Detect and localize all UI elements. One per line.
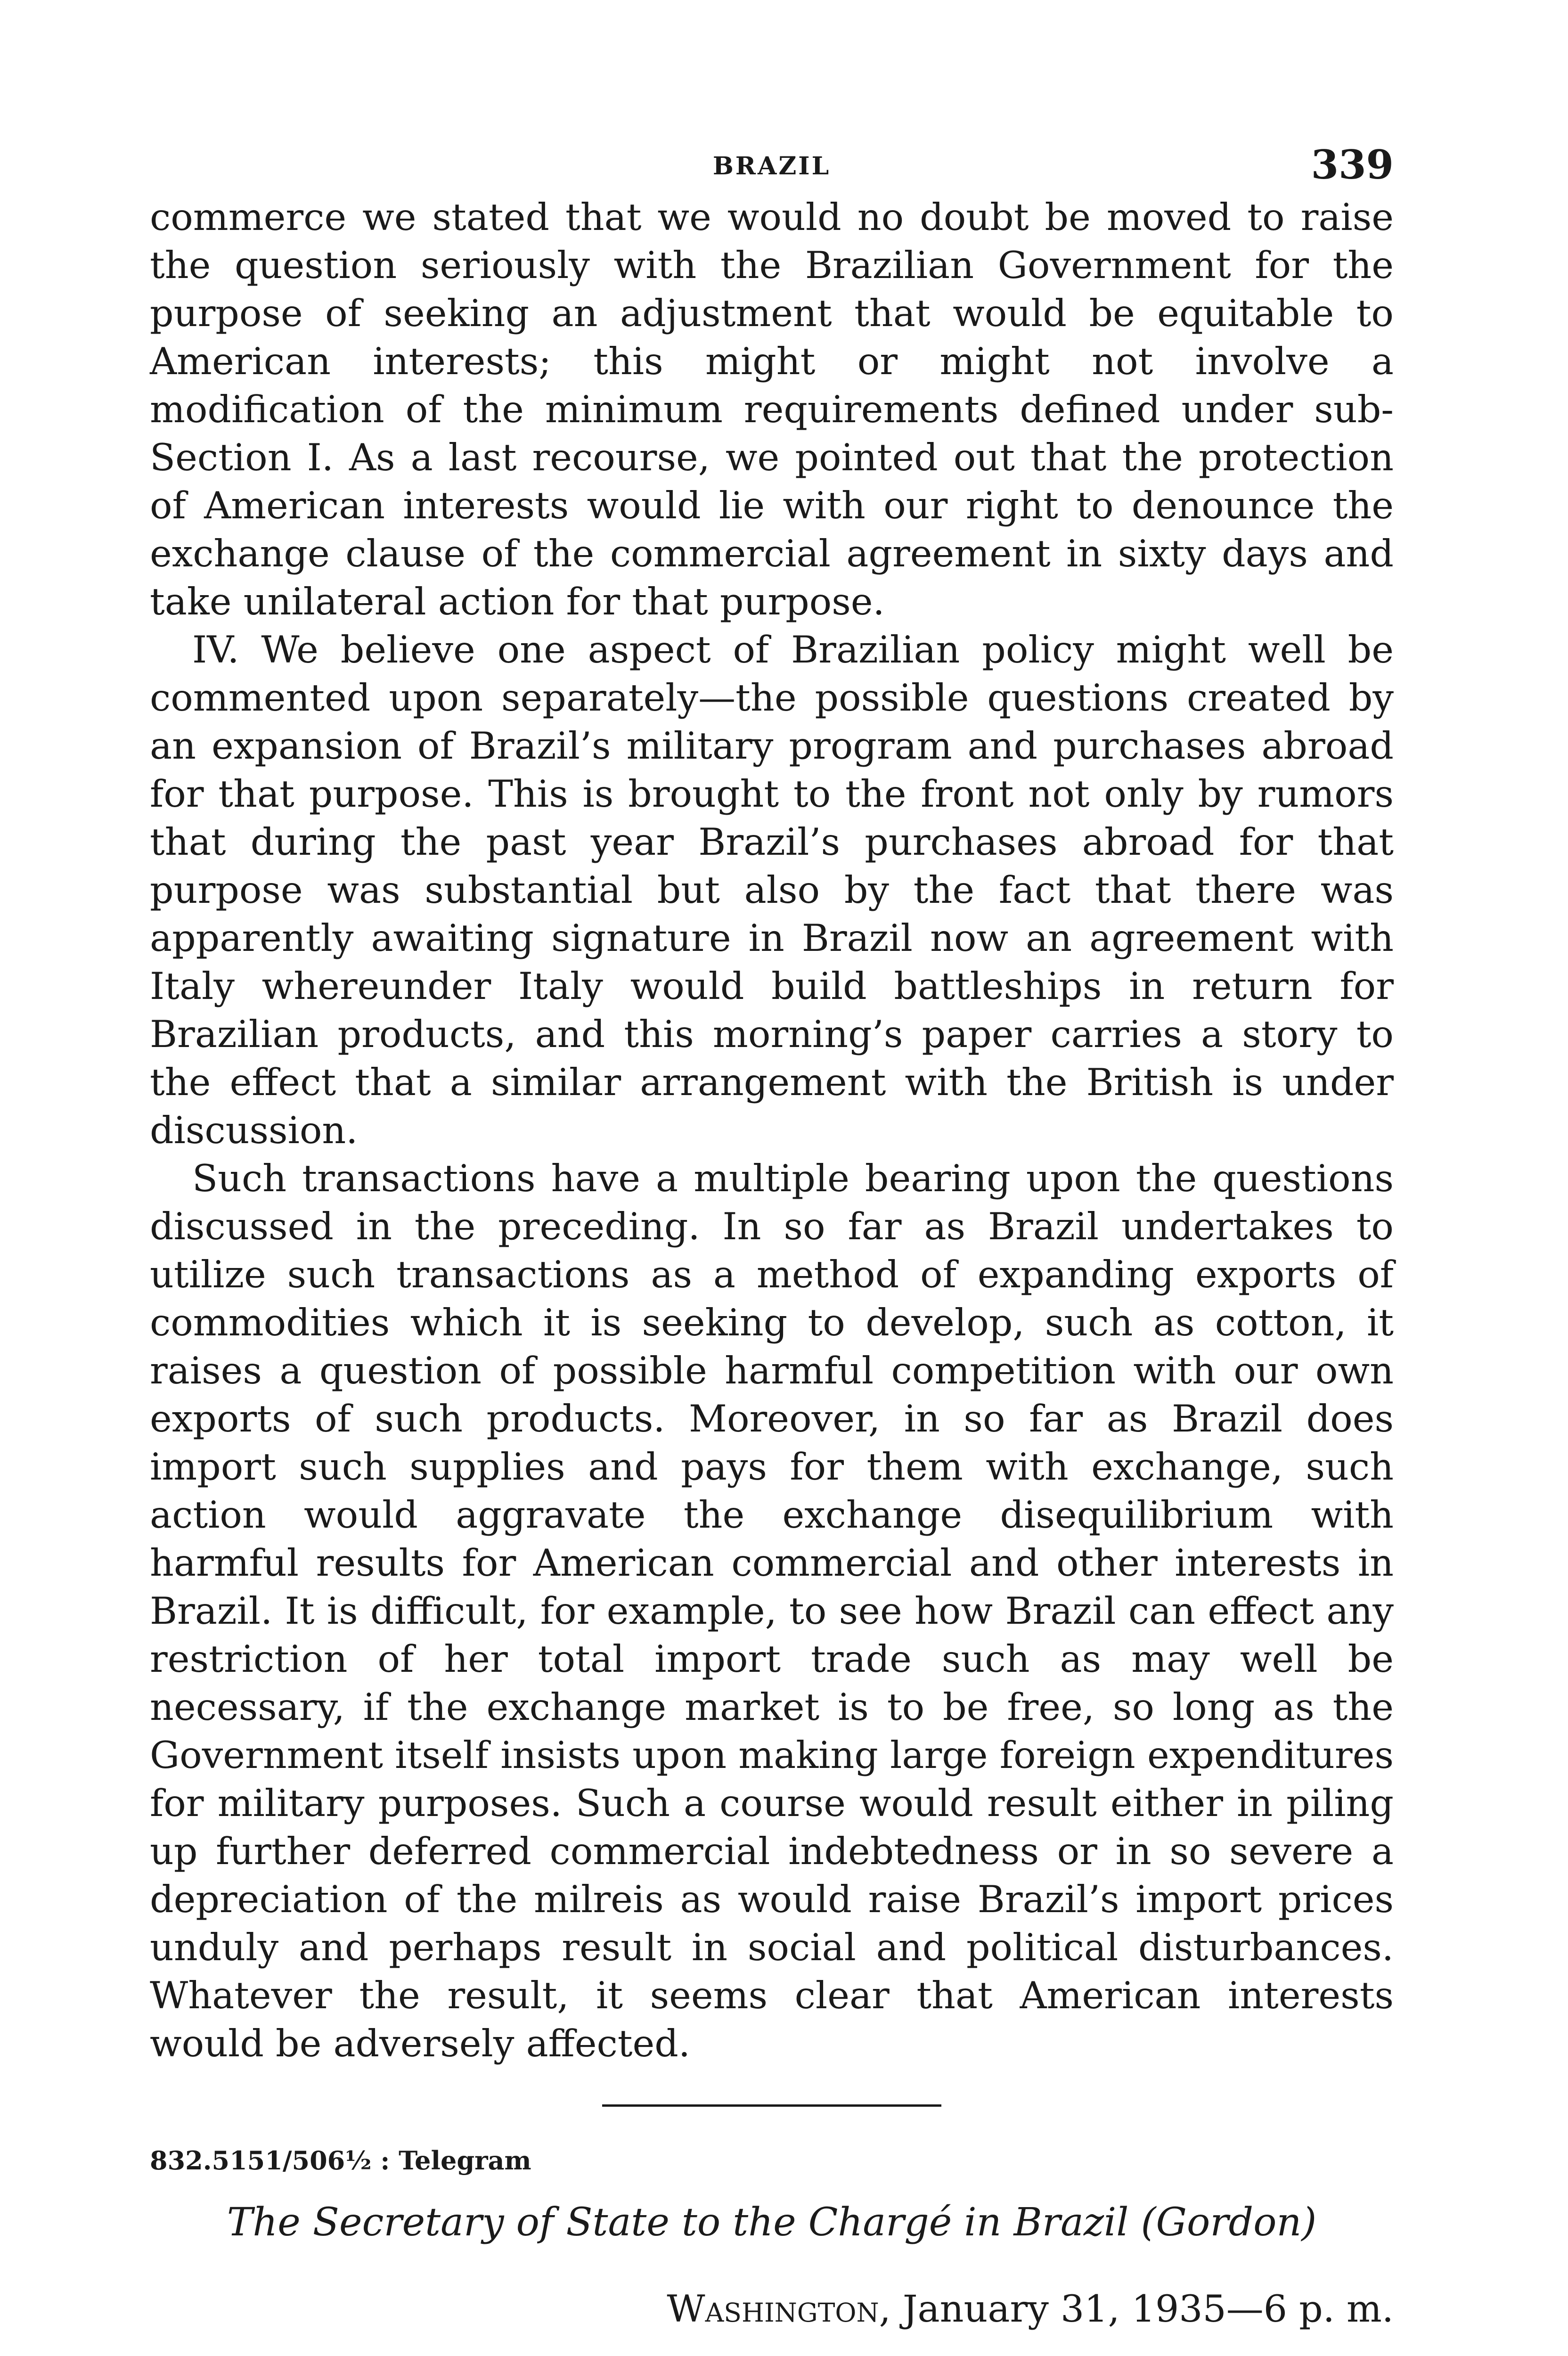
running-head bbox=[150, 141, 1394, 193]
page-number: 339 bbox=[1311, 141, 1394, 188]
dateline-place: Washington bbox=[667, 2287, 879, 2331]
document-title: The Secretary of State to the Chargé in Brazil (Gordon) bbox=[227, 2200, 1317, 2245]
file-reference: 832.5151/506½ : Telegram bbox=[150, 2145, 531, 2176]
telegram-paragraph bbox=[150, 2349, 1394, 2356]
body-paragraph-2: IV. We believe one aspect of Brazilian policy might well be commented upon separately—the possible questions created by an expansion of Brazil’s military program and purchases abroad for that purpose. This is brought to the front not only by rumors that during the past year Brazil’s purchases abroad for that purpose was substantial but also by the fact that there was apparently awaiting signature in Brazil now an agreement with Italy whereunder Italy would build battleships in return for Brazilian products, and this morning’s paper carries a story to the effect that a similar arrangement with the British is under discussion. bbox=[150, 628, 1394, 1152]
body-paragraph-1: commerce we stated that we would no doubt be moved to raise the question seriously with the Brazilian Government for the purpose of seeking an adjustment that would be equitable to American interests; this might or might not involve a modification of the minimum requirements defined under sub-Section I. As a last recourse, we pointed out that the protection of American interests would lie with our right to denounce the exchange clause of the commercial agreement in sixty days and take unilateral action for that purpose. bbox=[150, 196, 1394, 623]
dateline bbox=[150, 2287, 1394, 2331]
document-page bbox=[150, 141, 1394, 2356]
dateline-date: , January 31, 1935—6 p. m. bbox=[879, 2287, 1394, 2331]
section-divider bbox=[602, 2104, 941, 2107]
running-title: BRAZIL bbox=[712, 152, 831, 180]
body-paragraph-3: Such transactions have a multiple bearing upon the questions discussed in the preceding. In so far as Brazil undertakes to utilize such transactions as a method of expanding exports of commodities which it is seeking to develop, such as cotton, it raises a question of possible harmful competition with our own exports of such products. Moreover, in so far as Brazil does import such supplies and pays for them with exchange, such action would aggravate the exchange disequilibrium with harmful results for American commercial and other interests in Brazil. It is difficult, for example, to see how Brazil can effect any restriction of her total import trade such as may well be necessary, if the exchange market is to be free, so long as the Government itself insists upon making large foreign expenditures for military purposes. Such a course would result either in piling up further deferred commercial indebtedness or in so severe a depreciation of the milreis as would raise Brazil’s import prices unduly and perhaps result in social and political disturbances. Whatever the result, it seems clear that American interests would be adversely affected. bbox=[150, 1157, 1394, 2065]
